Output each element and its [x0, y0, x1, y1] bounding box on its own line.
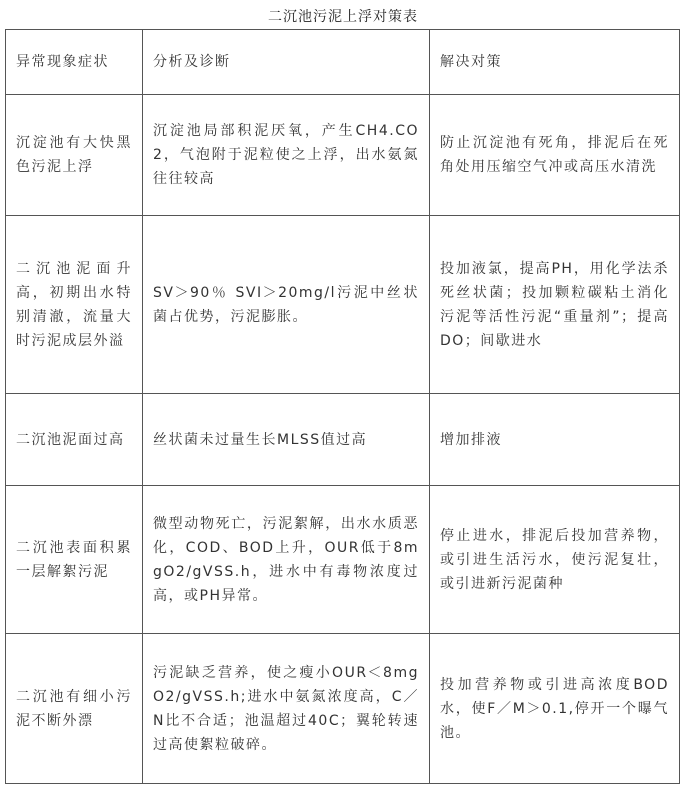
- table-row: [6, 216, 680, 394]
- header-row: [6, 30, 680, 95]
- table-row: [6, 394, 680, 486]
- analysis-cell: 丝状菌未过量生长MLSS值过高: [143, 394, 430, 486]
- table-row: [6, 486, 680, 634]
- solution-cell: 投加液氯，提高PH，用化学法杀死丝状菌；投加颗粒碳粘土消化污泥等活性污泥“重量剂”；提高DO；间歇进水: [430, 216, 680, 394]
- solution-cell: 增加排液: [430, 394, 680, 486]
- countermeasure-table: [5, 29, 680, 784]
- analysis-cell: 沉淀池局部积泥厌氧，产生CH4.CO2，气泡附于泥粒使之上浮，出水氨氮往往较高: [143, 95, 430, 216]
- header-symptom: 异常现象症状: [6, 30, 143, 95]
- table-row: [6, 634, 680, 784]
- symptom-cell: 二沉池泥面升高，初期出水特别清澈，流量大时污泥成层外溢: [6, 216, 143, 394]
- analysis-cell: SV＞90％ SVI＞20mg/l污泥中丝状菌占优势，污泥膨胀。: [143, 216, 430, 394]
- header-solution: 解决对策: [430, 30, 680, 95]
- symptom-cell: 二沉池有细小污泥不断外漂: [6, 634, 143, 784]
- analysis-cell: 微型动物死亡，污泥絮解，出水水质恶化，COD、BOD上升，OUR低于8mgO2/gVSS.h，进水中有毒物浓度过高，或PH异常。: [143, 486, 430, 634]
- symptom-cell: 二沉池泥面过高: [6, 394, 143, 486]
- table-row: [6, 95, 680, 216]
- header-analysis: 分析及诊断: [143, 30, 430, 95]
- solution-cell: 防止沉淀池有死角，排泥后在死角处用压缩空气冲或高压水清洗: [430, 95, 680, 216]
- symptom-cell: 沉淀池有大快黑色污泥上浮: [6, 95, 143, 216]
- solution-cell: 停止进水，排泥后投加营养物，或引进生活污水，使污泥复壮，或引进新污泥菌种: [430, 486, 680, 634]
- table-title: 二沉池污泥上浮对策表: [268, 9, 418, 25]
- solution-cell: 投加营养物或引进高浓度BOD水，使F／M＞0.1,停开一个曝气池。: [430, 634, 680, 784]
- analysis-cell: 污泥缺乏营养，使之瘦小OUR＜8mgO2/gVSS.h;进水中氨氮浓度高，C／N比不合适；池温超过40C；翼轮转速过高使絮粒破碎。: [143, 634, 430, 784]
- symptom-cell: 二沉池表面积累一层解絮污泥: [6, 486, 143, 634]
